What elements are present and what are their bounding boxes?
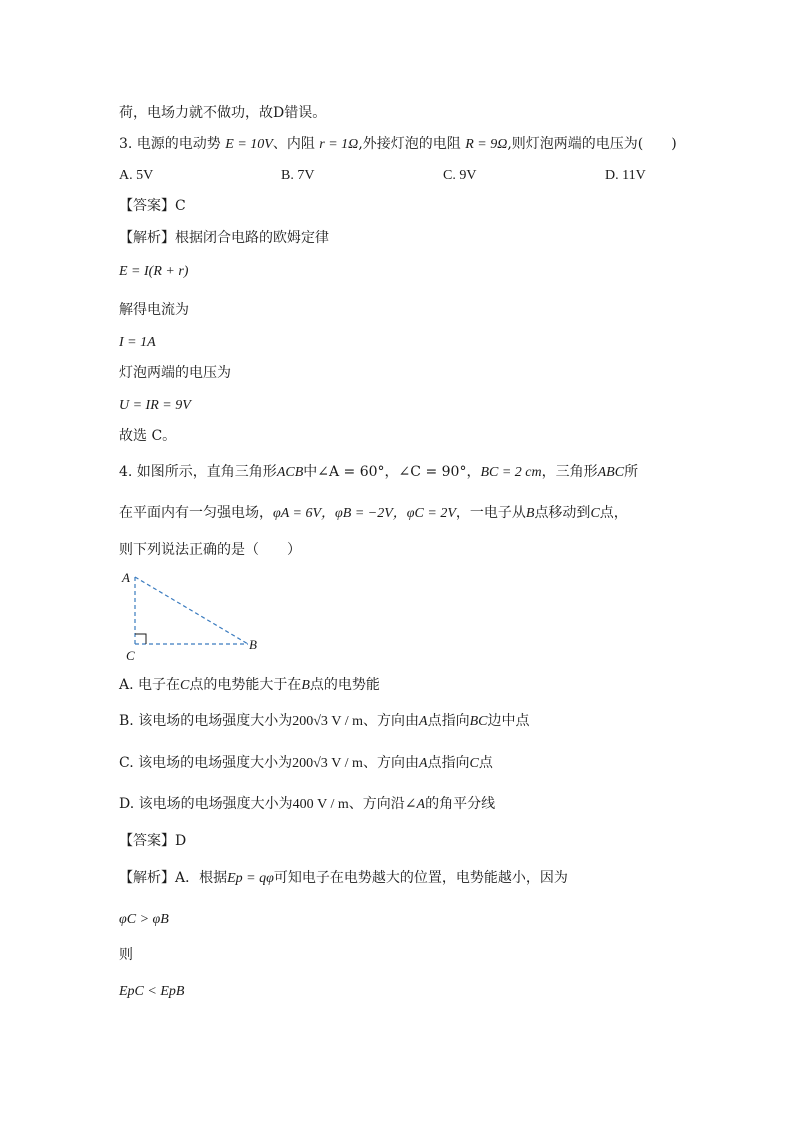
text-span: 【解析】根据闭合电路的欧姆定律 (119, 230, 329, 246)
text-span: 点指向 (427, 755, 470, 771)
option-b (281, 165, 314, 186)
option-b (119, 711, 529, 732)
formula: 400 V / m (292, 797, 349, 812)
formula: C (180, 678, 190, 693)
text-span: 在平面内有一匀强电场， (119, 505, 273, 521)
analysis-line (119, 868, 568, 889)
formula: C (590, 506, 600, 521)
formula: R = 9Ω (465, 137, 508, 152)
option-a (119, 165, 153, 186)
text-line (119, 945, 133, 965)
text-span: ，一电子从 (455, 505, 526, 521)
formula: B (525, 506, 535, 521)
formula: E = I(R + r) (119, 264, 189, 279)
formula: r = 1Ω (319, 137, 359, 152)
text-span: 、方向由 (362, 755, 419, 771)
text-span: ,外接灯泡的电阻 (358, 136, 461, 152)
formula: A (419, 714, 428, 729)
text-span: D. 该电场的电场强度大小为 (119, 796, 293, 812)
formula: 200√3 V / m (292, 714, 364, 729)
formula-line (119, 261, 188, 282)
text-span: 点的电势能 (309, 677, 380, 693)
option-text: A. 5V (119, 168, 154, 183)
formula: I = 1A (119, 335, 156, 350)
text-span: ,则灯泡两端的电压为( ) (507, 136, 677, 152)
text-span: 点， (599, 505, 628, 521)
text-line (119, 363, 231, 383)
formula: C (469, 756, 479, 771)
text-span: 解得电流为 (119, 302, 189, 318)
formula: A (418, 756, 428, 771)
formula-line (119, 332, 156, 353)
text-span: C. 该电场的电场强度大小为 (119, 755, 293, 771)
text-span: 中∠A = 60°，∠C = 90°， (303, 464, 481, 480)
option-a (119, 675, 380, 696)
text-line (119, 426, 176, 446)
text-line (119, 103, 326, 123)
option-text: C. 9V (443, 168, 477, 183)
text-span: 、内阻 (272, 136, 315, 152)
text-span: 则 (119, 947, 133, 963)
option-c (119, 753, 493, 774)
text-span: A. 电子在 (119, 677, 181, 693)
formula: EpC < EpB (119, 984, 185, 999)
text-span: 点的电势能大于在 (189, 677, 302, 693)
text-line (119, 300, 189, 320)
formula: ACB (276, 465, 304, 480)
question-4-stem-3 (119, 540, 301, 560)
text-span: 、方向由 (363, 713, 420, 729)
text-span: 点移动到 (534, 505, 591, 521)
answer-line (119, 196, 186, 216)
question-4-stem-1 (119, 462, 638, 483)
option-text: D. 11V (605, 168, 646, 183)
text-span: 故选 C。 (119, 428, 177, 444)
question-4-stem-2 (119, 503, 628, 524)
right-angle-mark (135, 634, 146, 644)
formula: A (416, 797, 426, 812)
formula: U = IR = 9V (119, 398, 191, 413)
option-c (443, 165, 476, 186)
text-span: 4. 如图所示，直角三角形 (119, 464, 277, 480)
text-span: 点指向 (427, 713, 470, 729)
triangle-figure (115, 568, 275, 664)
vertex-label-c: C (126, 648, 135, 663)
formula: E = 10V (225, 137, 273, 152)
option-d (119, 794, 495, 815)
text-span: 【答案】D (119, 833, 187, 849)
text-span: 的角平分线 (425, 796, 496, 812)
formula: φA = 6V，φB = −2V，φC = 2V (273, 506, 456, 521)
answer-line (119, 831, 186, 851)
text-span: ，三角形 (541, 464, 598, 480)
text-span: 【答案】C (119, 198, 186, 214)
formula: BC (469, 714, 488, 729)
option-d (605, 165, 646, 186)
text-span: 可知电子在电势越大的位置，电势能越小，因为 (273, 870, 568, 886)
text-span: 3. 电源的电动势 (119, 136, 221, 152)
text-span: 则下列说法正确的是（ ） (119, 542, 301, 558)
vertex-label-a: A (122, 570, 130, 585)
formula: φC > φB (119, 912, 169, 927)
text-span: 边中点 (487, 713, 530, 729)
text-span: B. 该电场的电场强度大小为 (119, 713, 293, 729)
text-span: 灯泡两端的电压为 (119, 365, 231, 381)
text-span: 点 (478, 755, 493, 771)
formula-line (119, 395, 191, 416)
formula: Ep = qφ (227, 871, 274, 886)
text-span: 荷，电场力就不做功，故D错误。 (119, 105, 327, 121)
formula: BC = 2 cm (480, 465, 542, 480)
text-span: 所 (624, 464, 639, 480)
formula: B (301, 678, 310, 693)
formula: 200√3 V / m (292, 756, 363, 771)
formula-line (119, 909, 169, 930)
option-text: B. 7V (281, 168, 315, 183)
edge-ab (135, 577, 248, 644)
formula: ABC (597, 465, 625, 480)
question-3-stem (119, 134, 677, 155)
text-span: 【解析】A．根据 (119, 870, 228, 886)
vertex-label-b: B (249, 637, 257, 652)
formula-line (119, 981, 184, 1002)
text-span: 、方向沿∠ (348, 796, 417, 812)
analysis-line (119, 228, 329, 248)
